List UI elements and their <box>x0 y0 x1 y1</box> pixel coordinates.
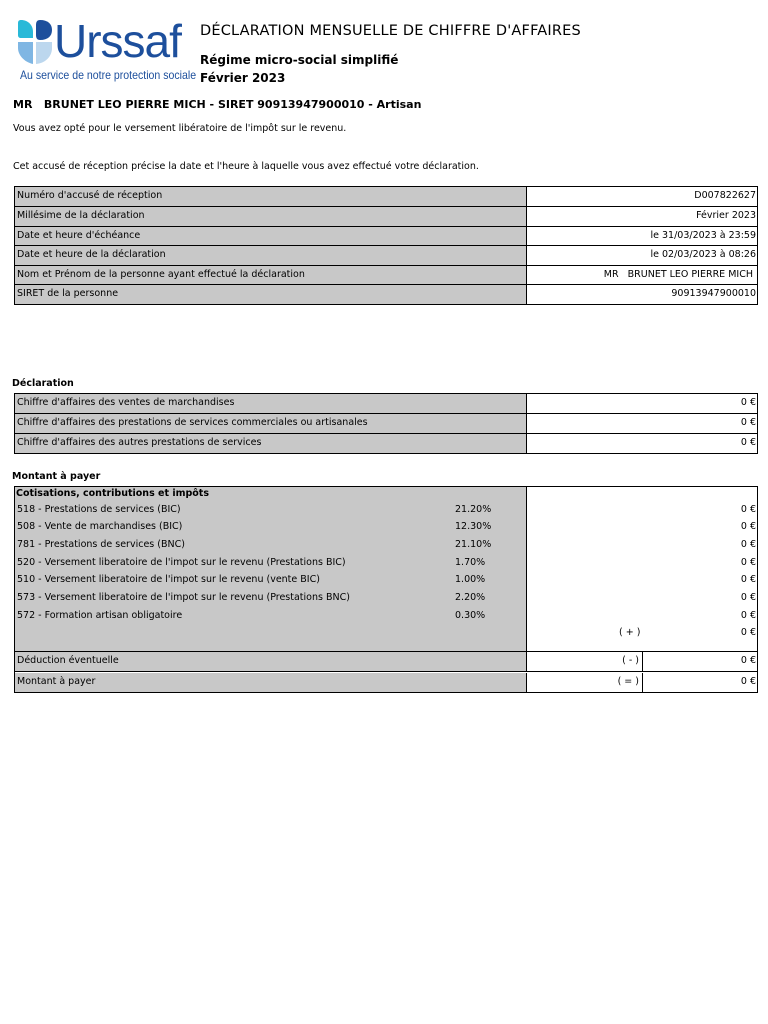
declaration-label: Chiffre d'affaires des prestations de services commerciales ou artisanales <box>15 414 527 433</box>
logo-tagline: Au service de notre protection sociale <box>20 68 197 82</box>
cotisation-rate: 1.00% <box>455 574 486 585</box>
urssaf-logo-mark-icon <box>18 20 54 66</box>
info-value: le 02/03/2023 à 08:26 <box>650 249 756 260</box>
period-label: Février 2023 <box>200 71 286 85</box>
cotisation-amount: 0 € <box>740 539 756 550</box>
cotisation-rate: 12.30% <box>455 521 492 532</box>
page-title: DÉCLARATION MENSUELLE DE CHIFFRE D'AFFAIRES <box>200 23 581 39</box>
info-value: le 31/03/2023 à 23:59 <box>650 230 756 241</box>
info-label: Numéro d'accusé de réception <box>15 187 527 206</box>
cotisation-amount: 0 € <box>740 610 756 621</box>
montant-title: Montant à payer <box>12 471 101 482</box>
cotisation-rate: 21.10% <box>455 539 492 550</box>
cotisations-table <box>14 486 758 652</box>
cotisation-amount: 0 € <box>740 557 756 568</box>
info-label: Date et heure d'échéance <box>15 227 527 246</box>
summary-table <box>14 651 758 693</box>
info-value: D007822627 <box>694 190 756 201</box>
cotisations-header: Cotisations, contributions et impôts <box>16 488 210 499</box>
cotisation-label: 573 - Versement liberatoire de l'impot sur le revenu (Prestations BNC) <box>17 592 350 603</box>
cotisation-label: 520 - Versement liberatoire de l'impot sur le revenu (Prestations BIC) <box>17 557 346 568</box>
info-label: Millésime de la déclaration <box>15 207 527 226</box>
info-row <box>15 207 757 226</box>
cotisation-label: 518 - Prestations de services (BIC) <box>17 504 181 515</box>
declaration-table <box>14 393 758 454</box>
info-label: Date et heure de la déclaration <box>15 246 527 265</box>
info-label: SIRET de la personne <box>15 285 527 304</box>
info-row <box>15 187 757 206</box>
declaration-label: Chiffre d'affaires des autres prestations de services <box>15 434 527 453</box>
total-amount: 0 € <box>740 627 756 638</box>
info-row <box>15 266 757 285</box>
pay-operator: ( = ) <box>527 673 643 692</box>
urssaf-logo <box>16 15 197 86</box>
declaration-row <box>15 394 757 413</box>
declaration-value: 0 € <box>740 397 756 408</box>
cotisation-label: 572 - Formation artisan obligatoire <box>17 610 183 621</box>
deduction-amount: 0 € <box>740 655 756 666</box>
info-table <box>14 186 758 305</box>
cotisation-amount: 0 € <box>740 504 756 515</box>
cotisation-amount: 0 € <box>740 574 756 585</box>
declarant-identity: MR BRUNET LEO PIERRE MICH - SIRET 90913947900010 - Artisan <box>13 98 422 111</box>
declaration-row <box>15 434 757 453</box>
deduction-row <box>15 652 757 671</box>
deduction-label: Déduction éventuelle <box>15 652 527 671</box>
declaration-title: Déclaration <box>12 378 74 389</box>
versement-note: Vous avez opté pour le versement libératoire de l'impôt sur le revenu. <box>13 123 347 134</box>
cotisation-rate: 1.70% <box>455 557 486 568</box>
info-value: 90913947900010 <box>671 288 756 299</box>
declaration-row <box>15 414 757 433</box>
pay-amount: 0 € <box>740 676 756 687</box>
cotisation-label: 508 - Vente de marchandises (BIC) <box>17 521 183 532</box>
cotisation-amount: 0 € <box>740 592 756 603</box>
declaration-value: 0 € <box>740 417 756 428</box>
info-value: MR BRUNET LEO PIERRE MICH <box>603 269 756 280</box>
info-label: Nom et Prénom de la personne ayant effectué la déclaration <box>15 266 527 285</box>
cotisation-label: 510 - Versement liberatoire de l'impot sur le revenu (vente BIC) <box>17 574 320 585</box>
deduction-operator: ( - ) <box>527 652 643 671</box>
info-row <box>15 285 757 304</box>
cotisation-label: 781 - Prestations de services (BNC) <box>17 539 185 550</box>
info-value: Février 2023 <box>696 210 756 221</box>
cotisation-amount: 0 € <box>740 521 756 532</box>
info-row <box>15 227 757 246</box>
cotisation-rate: 2.20% <box>455 592 486 603</box>
cotisation-rate: 21.20% <box>455 504 492 515</box>
pay-row <box>15 673 757 692</box>
declaration-label: Chiffre d'affaires des ventes de marchandises <box>15 394 527 413</box>
declaration-value: 0 € <box>740 437 756 448</box>
info-row <box>15 246 757 265</box>
cotisation-rate: 0.30% <box>455 610 486 621</box>
accuse-note: Cet accusé de réception précise la date et l'heure à laquelle vous avez effectué votre déclaration. <box>13 161 479 172</box>
regime-label: Régime micro-social simplifié <box>200 53 399 67</box>
total-operator: ( + ) <box>619 627 641 638</box>
pay-label: Montant à payer <box>15 673 527 692</box>
logo-name: Urssaf <box>54 15 181 67</box>
